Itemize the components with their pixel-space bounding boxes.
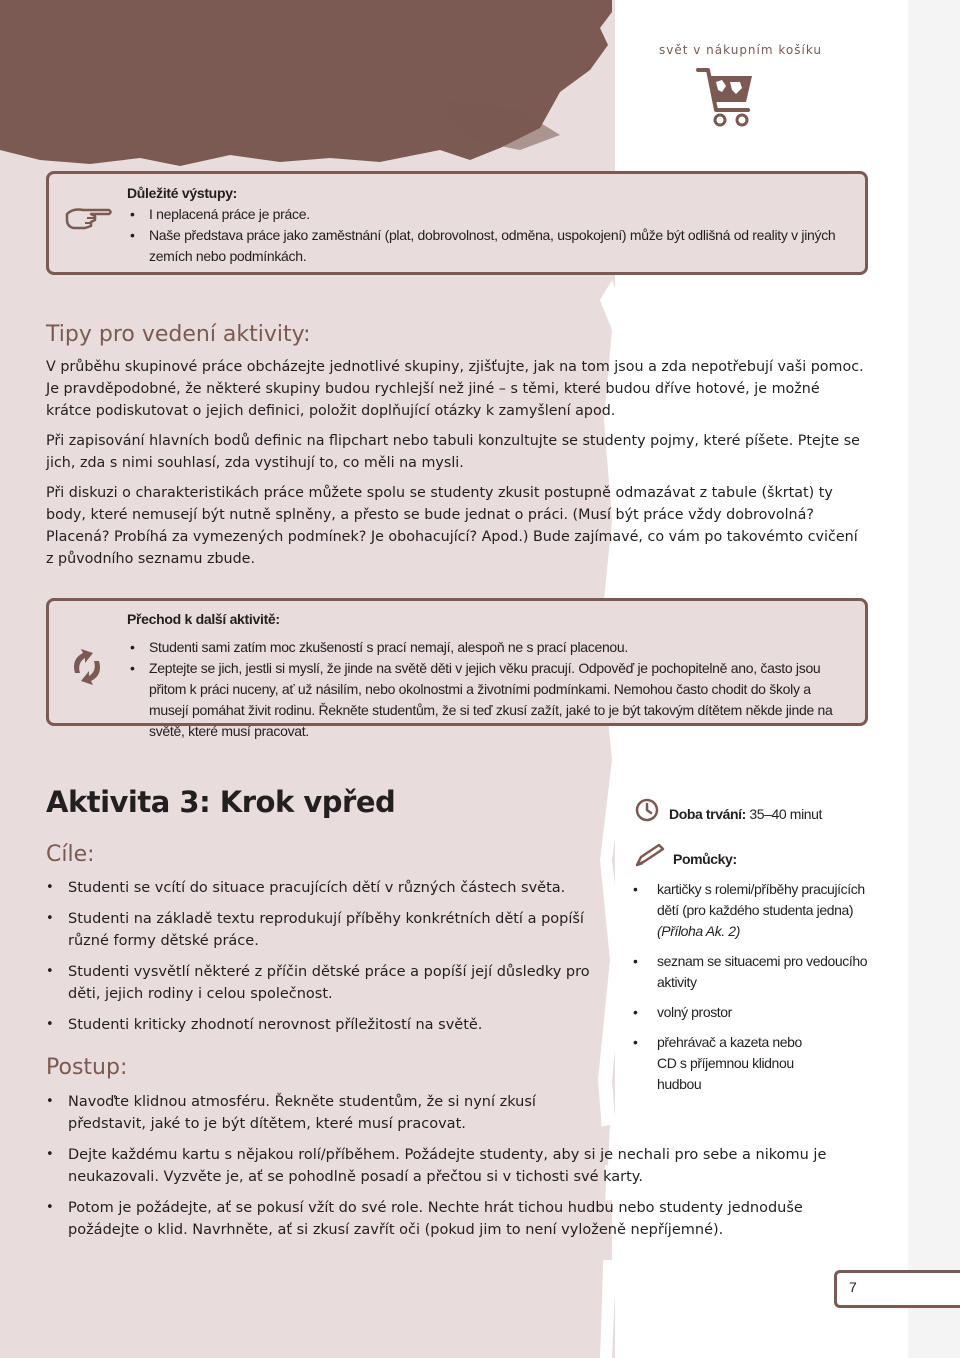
duration-text [669, 804, 822, 825]
tips-paragraph: Při zapisování hlavních bodů definic na flipchart nebo tabuli konzultujte se studenty pojmy, které píšete. Ptejte se jich, zda s nimi souhlasí, zda vystihují to, co měli na mysli. [46, 433, 860, 471]
list-item: • Naše představa práce jako zaměstnání (plat, dobrovolnost, odměna, uspokojení) může být odlišná od reality v jiných zemích nebo podmínkách. [127, 225, 853, 267]
tips-body [46, 356, 866, 578]
aids-info [635, 843, 737, 873]
aid-text: volný prostor [657, 1004, 732, 1020]
duration-label: Doba trvání: [669, 806, 746, 822]
aid-text: přehrávač a kazeta nebo CD s příjemnou klidnou hudbou [657, 1034, 802, 1092]
list-item: • Studenti vysvětlí některé z příčin dětské práce a popíší její důsledky pro děti, jejich rodiny i celou společnost. [46, 961, 616, 1005]
clock-icon [635, 798, 659, 822]
list-item [633, 1032, 813, 1095]
pencil-icon [635, 843, 665, 867]
list-item [633, 879, 873, 942]
list-item: • Studenti kriticky zhodnotí nerovnost příležitostí na světě. [46, 1014, 616, 1036]
tips-paragraph: Při diskuzi o charakteristikách práce můžete spolu se studenty zkusit postupně odmazávat z tabule (škrtat) ty body, které nemusejí být nutně splněny, a přesto se bude jednat o práci. (Musí být práce vždy dobrovolná? Placená? Probíhá za vymezených podmínek? Je obohacující? Apod.) Bude zajímavé, co vám po takovémto cvičení z původního seznamu zbude. [46, 485, 858, 567]
tips-heading: Tipy pro vedení aktivity: [46, 322, 311, 347]
aid-text: kartičky s rolemi/příběhy pracujících dětí (pro každého studenta jedna) [657, 881, 865, 918]
list-item: • I neplacená práce je práce. [127, 204, 853, 225]
cycle-arrows-icon [67, 645, 107, 689]
list-item [633, 951, 873, 993]
goals-heading: Cíle: [46, 842, 95, 867]
important-outputs-box [46, 171, 868, 275]
list-item: • Dejte každému kartu s nějakou rolí/příběhem. Požádejte studenty, aby si je nechali pro sebe a nikomu je neukazovali. Vyzvěte je, ať se pohodlně posadí a přečtou si v tichosti své karty. [46, 1144, 836, 1188]
list-item: • Studenti na základě textu reprodukují příběhy konkrétních dětí a popíší různé formy dětské práce. [46, 908, 616, 952]
important-outputs-title: Důležité výstupy: [127, 185, 238, 201]
activity-title: Aktivita 3: Krok vpřed [46, 785, 396, 819]
list-item [633, 1002, 873, 1023]
procedure-heading: Postup: [46, 1055, 128, 1080]
transition-list [127, 637, 853, 742]
duration-value: 35–40 minut [749, 806, 823, 822]
goals-list [46, 877, 616, 1045]
list-item: • Studenti sami zatím moc zkušeností s prací nemají, alespoň ne s prací placenou. [127, 637, 853, 658]
transition-title: Přechod k další aktivitě: [127, 611, 280, 627]
pointing-hand-icon [65, 204, 113, 232]
list-item: • Potom je požádejte, ať se pokusí vžít do své role. Nechte hrát tichou hudbu nebo studenty jednoduše požádejte o klid. Navrhněte, ať si zkusí zavřít oči (pokud jim to není vyloženě nepříjemné). [46, 1197, 836, 1241]
shopping-cart-world-icon [696, 62, 756, 128]
aids-label: Pomůcky: [673, 851, 737, 867]
duration-info [635, 798, 823, 828]
page-number: 7 [834, 1270, 960, 1308]
important-outputs-list [127, 204, 853, 267]
header-tagline: svět v nákupním košíku [659, 43, 823, 57]
list-item: • Zeptejte se jich, jestli si myslí, že jinde na světě děti v jejich věku pracují. Odpověď je pochopitelně ano, často jsou přitom k práci nuceny, ať už násilím, nebo okolnostmi a životními podmínkami. Nemohou často chodit do školy a musejí pomáhat živit rodinu. Řekněte studentům, že si teď zkusí zažít, jaké to je být takovým dítětem někde jinde na světě, které musí pracovat. [127, 658, 853, 742]
aid-note: (Příloha Ak. 2) [657, 923, 740, 939]
aids-list [633, 879, 873, 1104]
list-item: • Studenti se vcítí do situace pracujících dětí v různých částech světa. [46, 877, 616, 899]
list-item: • Navoďte klidnou atmosféru. Řekněte studentům, že si nyní zkusí představit, jaké to je být dítětem, které musí pracovat. [46, 1091, 546, 1135]
procedure-list [46, 1091, 836, 1250]
tips-paragraph: V průběhu skupinové práce obcházejte jednotlivé skupiny, zjišťujte, jak na tom jsou a zda nepotřebují vaši pomoc. Je pravděpodobné, že některé skupiny budou rychlejší než jiné – s těmi, které budou dříve hotové, je možné krátce podiskutovat o jejich definici, položit doplňující otázky k zamyšlení apod. [46, 359, 864, 419]
transition-box [46, 598, 868, 739]
aid-text: seznam se situacemi pro vedoucího aktivity [657, 953, 868, 990]
